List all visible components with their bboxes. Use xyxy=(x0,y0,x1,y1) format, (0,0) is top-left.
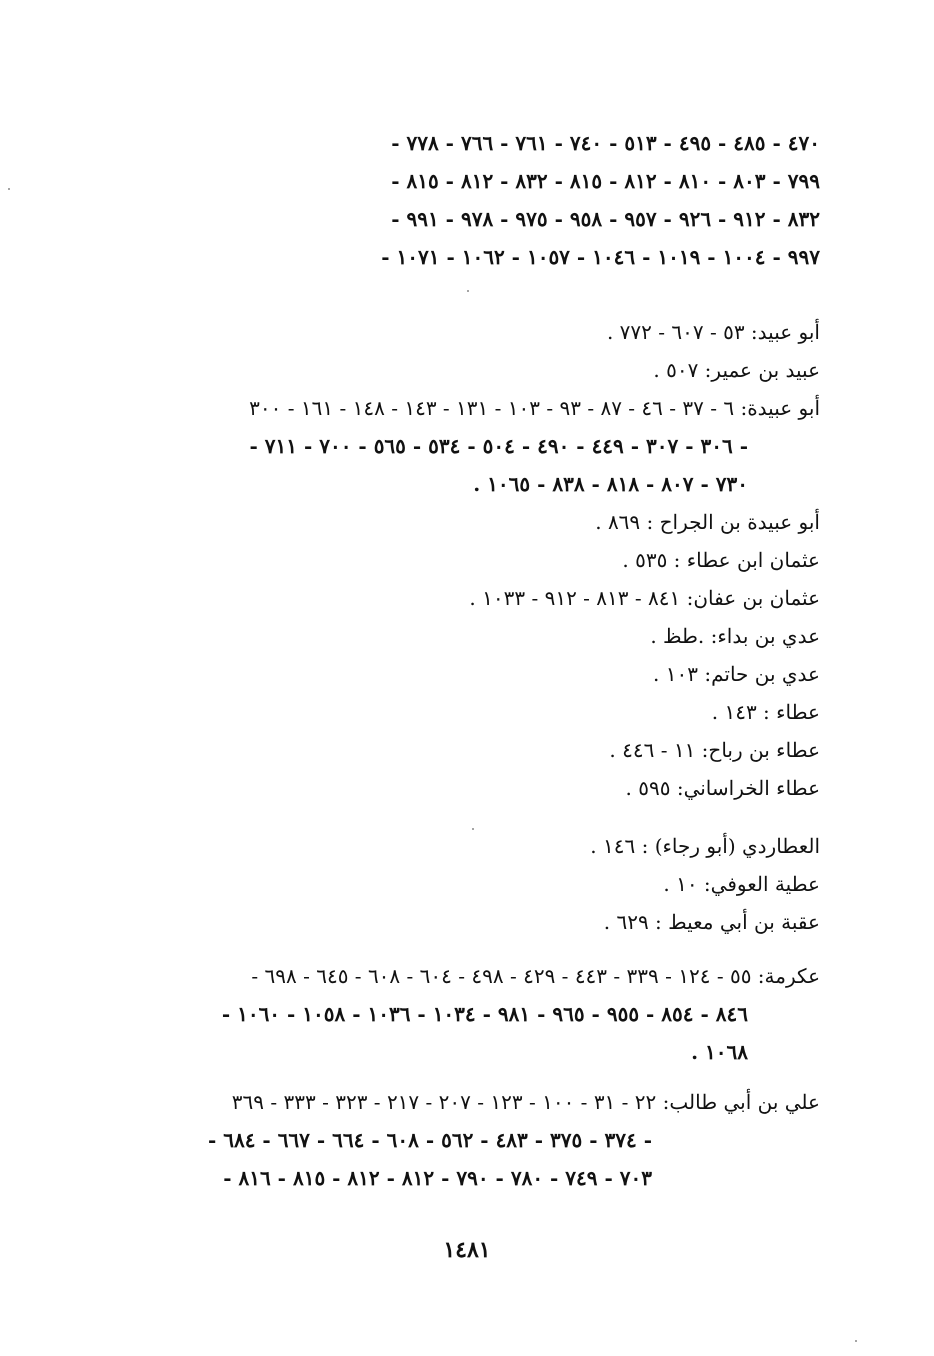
index-entry: عطية العوفي: ١٠ . xyxy=(663,872,820,896)
index-entry: أبو عبيدة بن الجراح : ٨٦٩ . xyxy=(595,510,820,534)
index-entry: علي بن أبي طالب: ٢٢ - ٣١ - ١٠٠ - ١٢٣ - ٢٠٧ - ٢١٧ - ٣٢٣ - ٣٣٣ - ٣٦٩ xyxy=(231,1090,820,1114)
index-entry: أبو عبيدة: ٦ - ٣٧ - ٤٦ - ٨٧ - ٩٣ - ١٠٣ - ١٣١ - ١٤٣ - ١٤٨ - ١٦١ - ٣٠٠ xyxy=(249,396,820,420)
page-number: ١٤٨١ xyxy=(443,1237,491,1263)
page-list-line: ٤٧٠ - ٤٨٥ - ٤٩٥ - ٥١٣ - ٧٤٠ - ٧٦١ - ٧٦٦ - ٧٧٨ - xyxy=(391,131,820,155)
index-entry: عثمان ابن عطاء : ٥٣٥ . xyxy=(622,548,820,572)
scan-speck xyxy=(467,290,469,292)
index-entry-continuation: ٧٣٠ - ٨٠٧ - ٨١٨ - ٨٣٨ - ١٠٦٥ . xyxy=(473,472,748,496)
index-entry: عدي بن بداء: .طظ . xyxy=(650,624,820,648)
index-entry-continuation: - ٣٠٦ - ٣٠٧ - ٤٤٩ - ٤٩٠ - ٥٠٤ - ٥٣٤ - ٥٦٥ - ٧٠٠ - ٧١١ - xyxy=(249,434,748,458)
index-entry: عدي بن حاتم: ١٠٣ . xyxy=(653,662,820,686)
index-entry: أبو عبيد: ٥٣ - ٦٠٧ - ٧٧٢ . xyxy=(606,320,820,344)
page-list-line: ٩٩٧ - ١٠٠٤ - ١٠١٩ - ١٠٤٦ - ١٠٥٧ - ١٠٦٢ - ١٠٧١ - xyxy=(381,245,820,269)
scan-speck xyxy=(8,188,10,190)
index-entry: عقبة بن أبي معيط : ٦٢٩ . xyxy=(603,910,820,934)
index-entry: العطاردي (أبو رجاء) : ١٤٦ . xyxy=(590,834,820,858)
index-entry: عطاء : ١٤٣ . xyxy=(711,700,820,724)
index-entry-continuation: ١٠٦٨ . xyxy=(691,1040,748,1064)
index-entry: عطاء بن رباح: ١١ - ٤٤٦ . xyxy=(609,738,820,762)
scan-speck xyxy=(855,1340,857,1342)
index-entry: عطاء الخراساني: ٥٩٥ . xyxy=(625,776,820,800)
page-list-line: ٧٩٩ - ٨٠٣ - ٨١٠ - ٨١٢ - ٨١٥ - ٨٣٢ - ٨١٢ - ٨١٥ - xyxy=(391,169,820,193)
page-list-line: ٨٣٢ - ٩١٢ - ٩٢٦ - ٩٥٧ - ٩٥٨ - ٩٧٥ - ٩٧٨ - ٩٩١ - xyxy=(391,207,820,231)
index-entry-continuation: ٨٤٦ - ٨٥٤ - ٩٥٥ - ٩٦٥ - ٩٨١ - ١٠٣٤ - ١٠٣٦ - ١٠٥٨ - ١٠٦٠ - xyxy=(221,1002,748,1026)
index-entry-continuation: - ٣٧٤ - ٣٧٥ - ٤٨٣ - ٥٦٢ - ٦٠٨ - ٦٦٤ - ٦٦٧ - ٦٨٤ - xyxy=(207,1128,652,1152)
index-entry-continuation: ٧٠٣ - ٧٤٩ - ٧٨٠ - ٧٩٠ - ٨١٢ - ٨١٢ - ٨١٥ - ٨١٦ - xyxy=(223,1166,652,1190)
index-entry: عثمان بن عفان: ٨٤١ - ٨١٣ - ٩١٢ - ١٠٣٣ . xyxy=(469,586,820,610)
index-entry: عكرمة: ٥٥ - ١٢٤ - ٣٣٩ - ٤٤٣ - ٤٢٩ - ٤٩٨ - ٦٠٤ - ٦٠٨ - ٦٤٥ - ٦٩٨ - xyxy=(251,964,820,988)
scan-speck xyxy=(472,828,474,830)
index-entry: عبيد بن عمير: ٥٠٧ . xyxy=(653,358,820,382)
